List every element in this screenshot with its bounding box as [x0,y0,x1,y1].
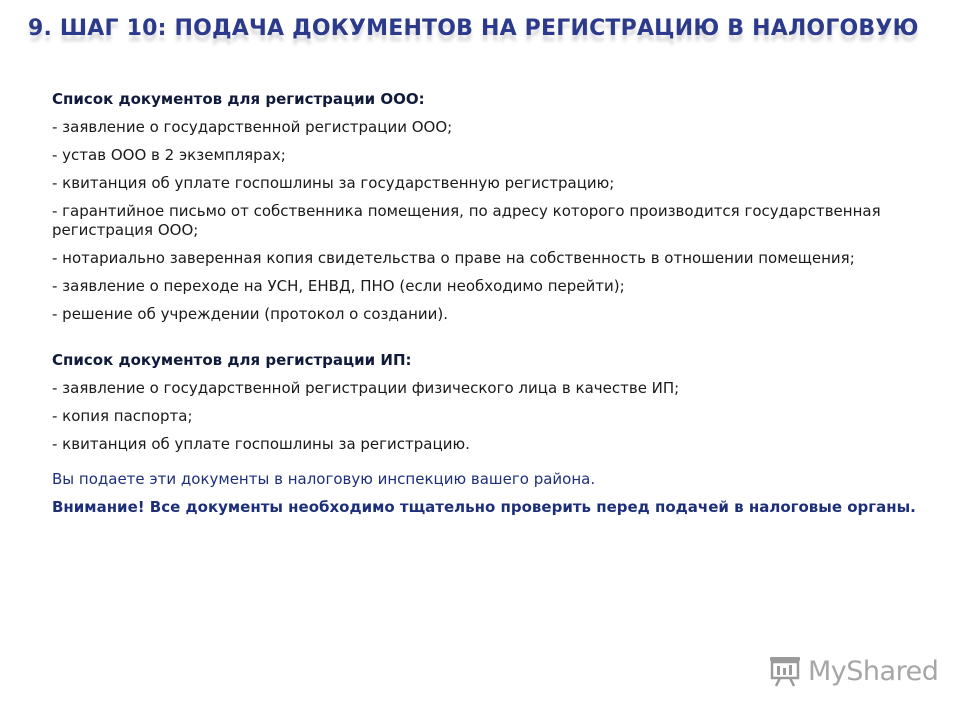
slide-content [52,90,942,517]
slide-title: 9. ШАГ 10: ПОДАЧА ДОКУМЕНТОВ НА РЕГИСТРАЦИЮ В НАЛОГОВУЮ [28,16,919,41]
ooo-list-item: - заявление о переходе на УСН, ЕНВД, ПНО (если необходимо перейти); [52,277,625,295]
ooo-list-item: - устав ООО в 2 экземплярах; [52,146,286,164]
ooo-list-item: - решение об учреждении (протокол о создании). [52,305,449,323]
ooo-list-item: - гарантийное письмо от собственника помещения, по адресу которого производится государственная регистрация ООО; [52,202,881,239]
section-spacer [52,333,942,351]
ip-list-item: - копия паспорта; [52,407,193,425]
ooo-list-item: - заявление о государственной регистрации ООО; [52,118,453,136]
ip-list-heading: Список документов для регистрации ИП: [52,351,412,369]
presentation-board-icon [768,654,802,688]
ooo-list-item: - нотариально заверенная копия свидетельства о праве на собственность в отношении помещения; [52,249,855,267]
logo-text: MyShared [808,655,939,687]
ip-list-item: - квитанция об уплате госпошлины за регистрацию. [52,435,470,453]
submission-note: Вы подаете эти документы в налоговую инспекцию вашего района. [52,470,596,488]
myshared-logo[interactable] [768,654,938,688]
ooo-list-item: - квитанция об уплате госпошлины за государственную регистрацию; [52,174,615,192]
ip-list-item: - заявление о государственной регистрации физического лица в качестве ИП; [52,379,680,397]
warning-note: Внимание! Все документы необходимо тщательно проверить перед подачей в налоговые органы. [52,498,916,516]
ooo-list-heading: Список документов для регистрации ООО: [52,90,425,108]
